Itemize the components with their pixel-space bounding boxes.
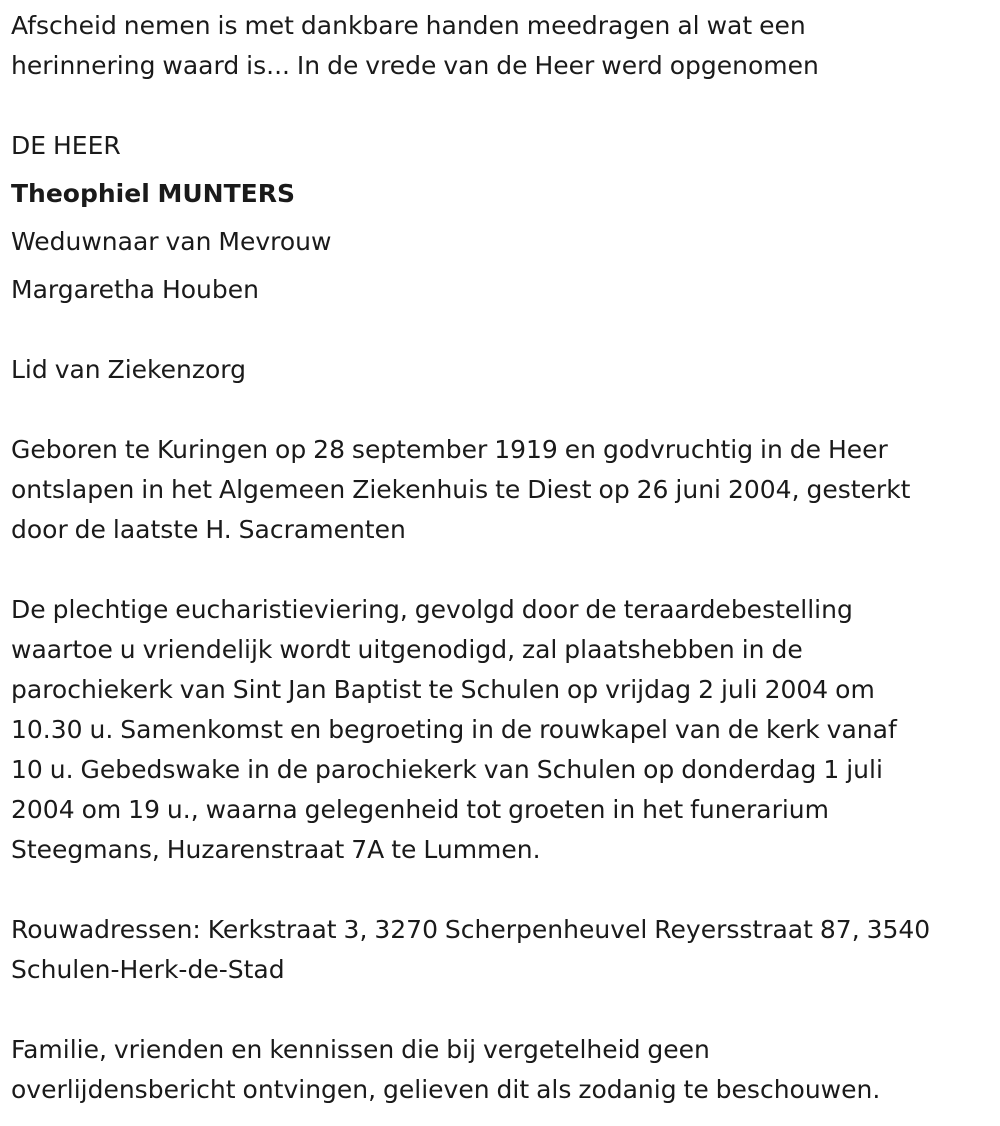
birth-death-paragraph: [11, 430, 992, 550]
ceremony-line: 10 u. Gebedswake in de parochiekerk van Schulen op donderdag 1 juli: [11, 755, 883, 784]
deceased-spouse: Margaretha Houben: [11, 275, 259, 304]
intro-line: Afscheid nemen is met dankbare handen meedragen al wat een: [11, 11, 806, 40]
birth-death-line: Geboren te Kuringen op 28 september 1919 en godvruchtig in de Heer: [11, 435, 888, 464]
ceremony-line: 2004 om 19 u., waarna gelegenheid tot groeten in het funerarium: [11, 795, 830, 824]
ceremony-paragraph: [11, 590, 992, 870]
closing-line: overlijdensbericht ontvingen, gelieven dit als zodanig te beschouwen.: [11, 1075, 881, 1104]
ceremony-line: 10.30 u. Samenkomst en begroeting in de rouwkapel van de kerk vanaf: [11, 715, 897, 744]
ceremony-line: Steegmans, Huzarenstraat 7A te Lummen.: [11, 835, 541, 864]
addresses-line: Rouwadressen: Kerkstraat 3, 3270 Scherpenheuvel Reyersstraat 87, 3540: [11, 915, 931, 944]
intro-paragraph: [11, 6, 992, 86]
membership-text: Lid van Ziekenzorg: [11, 355, 246, 384]
deceased-name: Theophiel MUNTERS: [11, 179, 295, 208]
addresses-paragraph: [11, 910, 992, 990]
deceased-relation: Weduwnaar van Mevrouw: [11, 227, 332, 256]
closing-line: Familie, vrienden en kennissen die bij vergetelheid geen: [11, 1035, 710, 1064]
birth-death-line: door de laatste H. Sacramenten: [11, 515, 406, 544]
ceremony-line: waartoe u vriendelijk wordt uitgenodigd, zal plaatshebben in de: [11, 635, 803, 664]
birth-death-line: ontslapen in het Algemeen Ziekenhuis te Diest op 26 juni 2004, gesterkt: [11, 475, 911, 504]
addresses-line: Schulen-Herk-de-Stad: [11, 955, 285, 984]
deceased-title: DE HEER: [11, 131, 121, 160]
intro-line: herinnering waard is... In de vrede van de Heer werd opgenomen: [11, 51, 819, 80]
ceremony-line: parochiekerk van Sint Jan Baptist te Schulen op vrijdag 2 juli 2004 om: [11, 675, 875, 704]
closing-paragraph: [11, 1030, 992, 1110]
ceremony-line: De plechtige eucharistieviering, gevolgd door de teraardebestelling: [11, 595, 853, 624]
